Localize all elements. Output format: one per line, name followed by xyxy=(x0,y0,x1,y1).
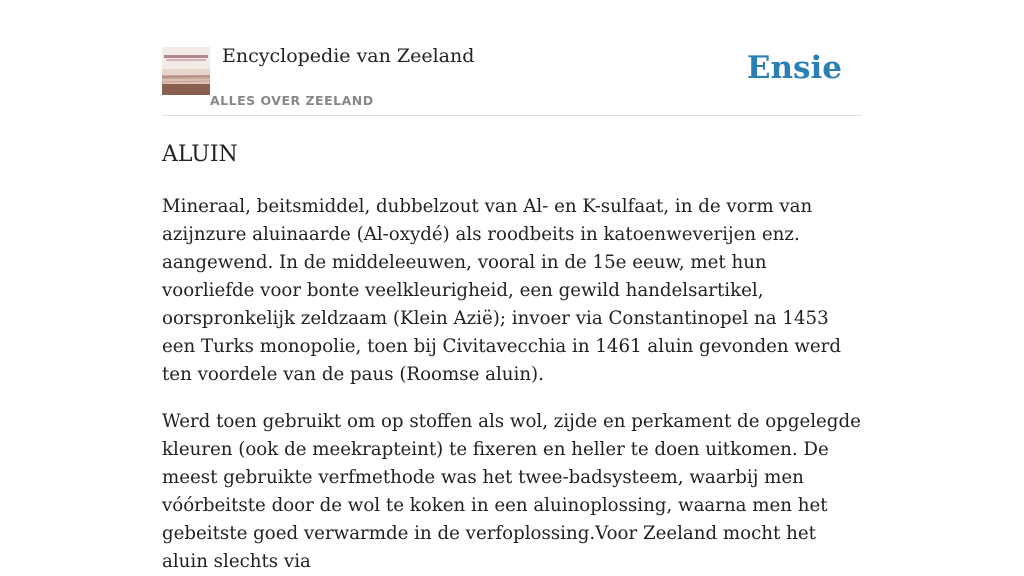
article-paragraph: Werd toen gebruikt om op stoffen als wol, zijde en perkament de opgelegde kleuren (ook de meekrapteint) te fixeren en heller te doen uitkomen. De meest gebruikte verfmethode was het twee-badsysteem, waarbij men vóórbeitste door de wol te koken in een aluinoplossing, waarna men het gebeitste goed verwarmde in de verfoplossing.Voor Zeeland mocht het aluin slechts via xyxy=(162,411,861,572)
site-header xyxy=(162,0,862,116)
content-container xyxy=(162,0,862,576)
brand-logo[interactable]: Ensie xyxy=(746,50,842,86)
site-avatar[interactable] xyxy=(162,47,210,95)
article xyxy=(162,141,862,576)
article-paragraph: Mineraal, beitsmiddel, dubbelzout van Al- en K-sulfaat, in de vorm van azijnzure aluinaarde (Al-oxydé) als roodbeits in katoenweverijen enz. aangewend. In de middeleeuwen, vooral in de 15e eeuw, met hun voorliefde voor bonte veelkleurigheid, een gewild handelsartikel, oorspronkelijk zeldzaam (Klein Azië); invoer via Constantinopel na 1453 een Turks monopolie, toen bij Civitavecchia in 1461 aluin gevonden werd ten voordele van de paus (Roomse aluin). xyxy=(162,196,842,385)
site-subtitle: ALLES OVER ZEELAND xyxy=(210,93,374,108)
article-title: ALUIN xyxy=(162,142,238,167)
book-stack-icon xyxy=(162,47,210,95)
site-title[interactable]: Encyclopedie van Zeeland xyxy=(222,45,475,67)
